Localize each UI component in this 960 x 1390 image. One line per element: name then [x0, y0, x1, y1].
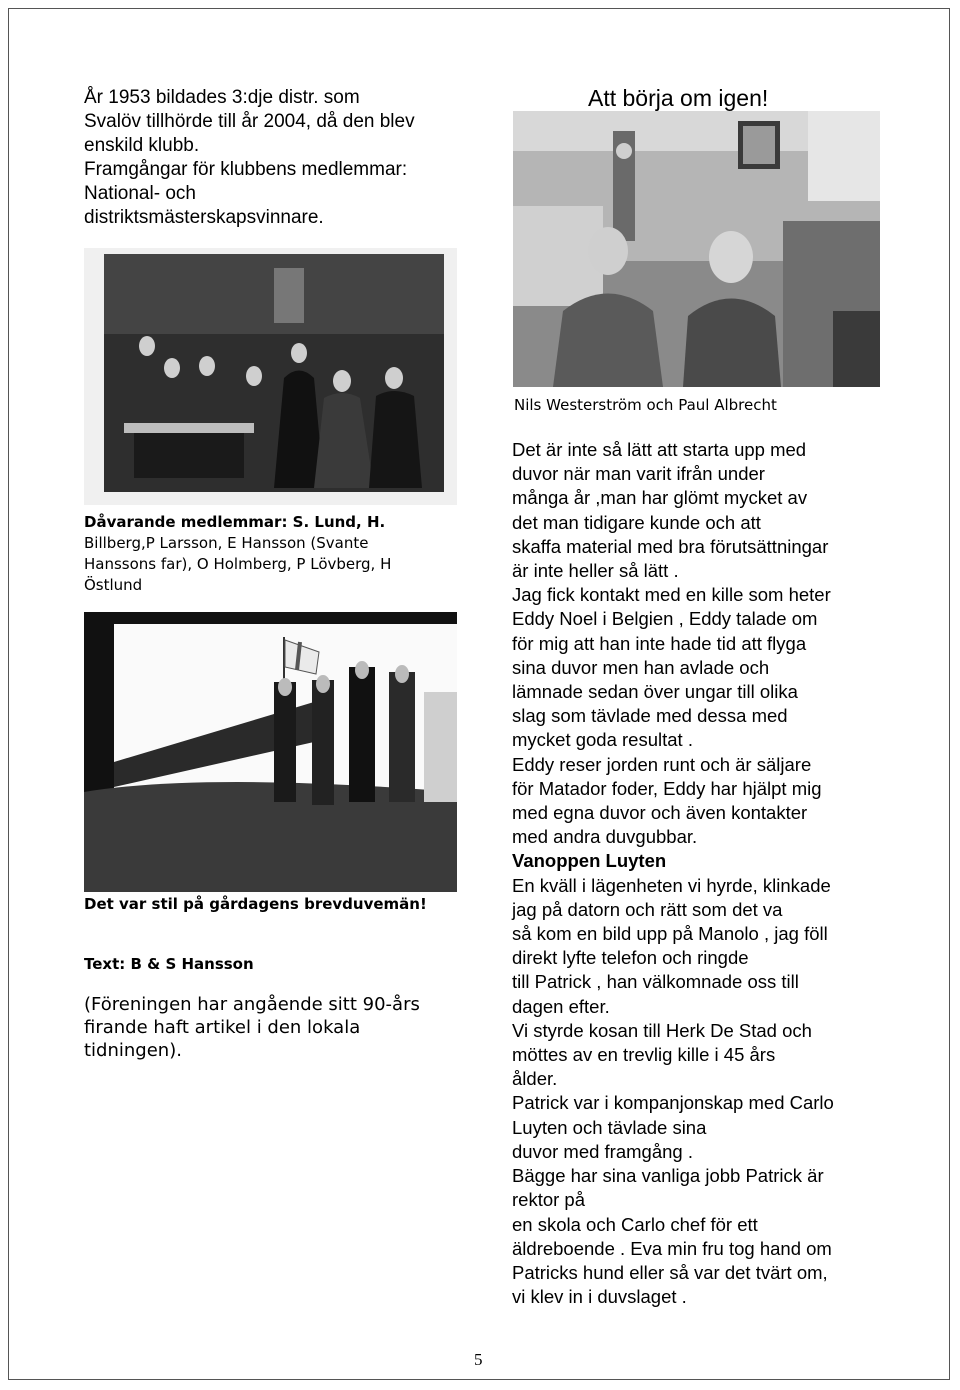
- article-line: skaffa material med bra förutsättningar: [512, 535, 829, 557]
- article-line: Jag fick kontakt med en kille som heter: [512, 584, 831, 606]
- intro-line: distriktsmästerskapsvinnare.: [84, 207, 324, 228]
- article-line: vi klev in i duvslaget .: [512, 1286, 687, 1308]
- article-line: många år ,man har glömt mycket av: [512, 487, 808, 509]
- article-line: mycket goda resultat .: [512, 729, 693, 751]
- article-line: Patrick var i kompanjonskap med Carlo: [512, 1092, 834, 1114]
- members-photo: [84, 248, 457, 505]
- article-body: [512, 438, 932, 1309]
- anniversary-note: [84, 993, 484, 1062]
- intro-line: Svalöv tillhörde till år 2004, då den blev: [84, 111, 415, 132]
- members-photo-image: [84, 248, 457, 505]
- intro-paragraph: [84, 86, 484, 230]
- note-line: firande haft artikel i den lokala: [84, 1017, 361, 1038]
- members-caption-line: Östlund: [84, 576, 143, 594]
- text-credit: Text: B & S Hansson: [84, 955, 254, 973]
- article-line: lämnade sedan över ungar till olika: [512, 681, 798, 703]
- portrait-photo-image: [513, 111, 880, 387]
- intro-line: År 1953 bildades 3:dje distr. som: [84, 87, 360, 108]
- article-line: möttes av en trevlig kille i 45 års: [512, 1044, 776, 1066]
- members-caption-line: Dåvarande medlemmar: S. Lund, H.: [84, 513, 386, 531]
- article-line: Vi styrde kosan till Herk De Stad och: [512, 1019, 812, 1041]
- portrait-photo: [513, 111, 880, 387]
- article-line: sina duvor men han avlade och: [512, 656, 770, 678]
- article-line: duvor med framgång .: [512, 1140, 693, 1162]
- yard-photo-image: [84, 612, 457, 892]
- article-line: för Matador foder, Eddy har hjälpt mig: [512, 777, 822, 799]
- article-line: dagen efter.: [512, 995, 610, 1017]
- article-line: slag som tävlade med dessa med: [512, 705, 788, 727]
- article-line: Patricks hund eller så var det tvärt om,: [512, 1261, 828, 1283]
- members-caption: [84, 512, 391, 596]
- article-heading: Att börja om igen!: [588, 85, 769, 111]
- yard-photo: [84, 612, 457, 892]
- article-subheading: Vanoppen Luyten: [512, 850, 667, 872]
- article-line: Luyten och tävlade sina: [512, 1116, 707, 1138]
- article-line: med andra duvgubbar.: [512, 826, 698, 848]
- intro-line: National- och: [84, 183, 196, 204]
- note-line: tidningen).: [84, 1040, 182, 1061]
- intro-line: enskild klubb.: [84, 135, 200, 156]
- members-caption-line: Hanssons far), O Holmberg, P Lövberg, H: [84, 555, 392, 573]
- article-line: för mig att han inte hade tid att flyga: [512, 632, 807, 654]
- article-line: en skola och Carlo chef för ett: [512, 1213, 758, 1235]
- article-line: Eddy Noel i Belgien , Eddy talade om: [512, 608, 818, 630]
- intro-line: Framgångar för klubbens medlemmar:: [84, 159, 408, 180]
- article-line: duvor när man varit ifrån under: [512, 463, 765, 485]
- page-number: 5: [474, 1350, 483, 1369]
- article-line: det man tidigare kunde och att: [512, 511, 761, 533]
- article-line: jag på datorn och rätt som det va: [512, 898, 783, 920]
- article-line: är inte heller så lätt .: [512, 560, 679, 582]
- portrait-caption: Nils Westerström och Paul Albrecht: [514, 396, 777, 414]
- article-line: äldreboende . Eva min fru tog hand om: [512, 1237, 832, 1259]
- yard-caption: Det var stil på gårdagens brevduvemän!: [84, 895, 427, 913]
- article-line: så kom en bild upp på Manolo , jag föll: [512, 923, 828, 945]
- members-caption-line: Billberg,P Larsson, E Hansson (Svante: [84, 534, 369, 552]
- article-line: Det är inte så lätt att starta upp med: [512, 439, 807, 460]
- article-line: direkt lyfte telefon och ringde: [512, 947, 749, 969]
- note-line: (Föreningen har angående sitt 90-års: [84, 994, 420, 1015]
- article-line: En kväll i lägenheten vi hyrde, klinkade: [512, 874, 831, 896]
- article-line: Eddy reser jorden runt och är säljare: [512, 753, 812, 775]
- article-line: med egna duvor och även kontakter: [512, 802, 808, 824]
- article-line: Bägge har sina vanliga jobb Patrick är: [512, 1165, 824, 1187]
- article-line: ålder.: [512, 1068, 558, 1090]
- article-line: rektor på: [512, 1189, 586, 1211]
- article-line: till Patrick , han välkomnade oss till: [512, 971, 799, 993]
